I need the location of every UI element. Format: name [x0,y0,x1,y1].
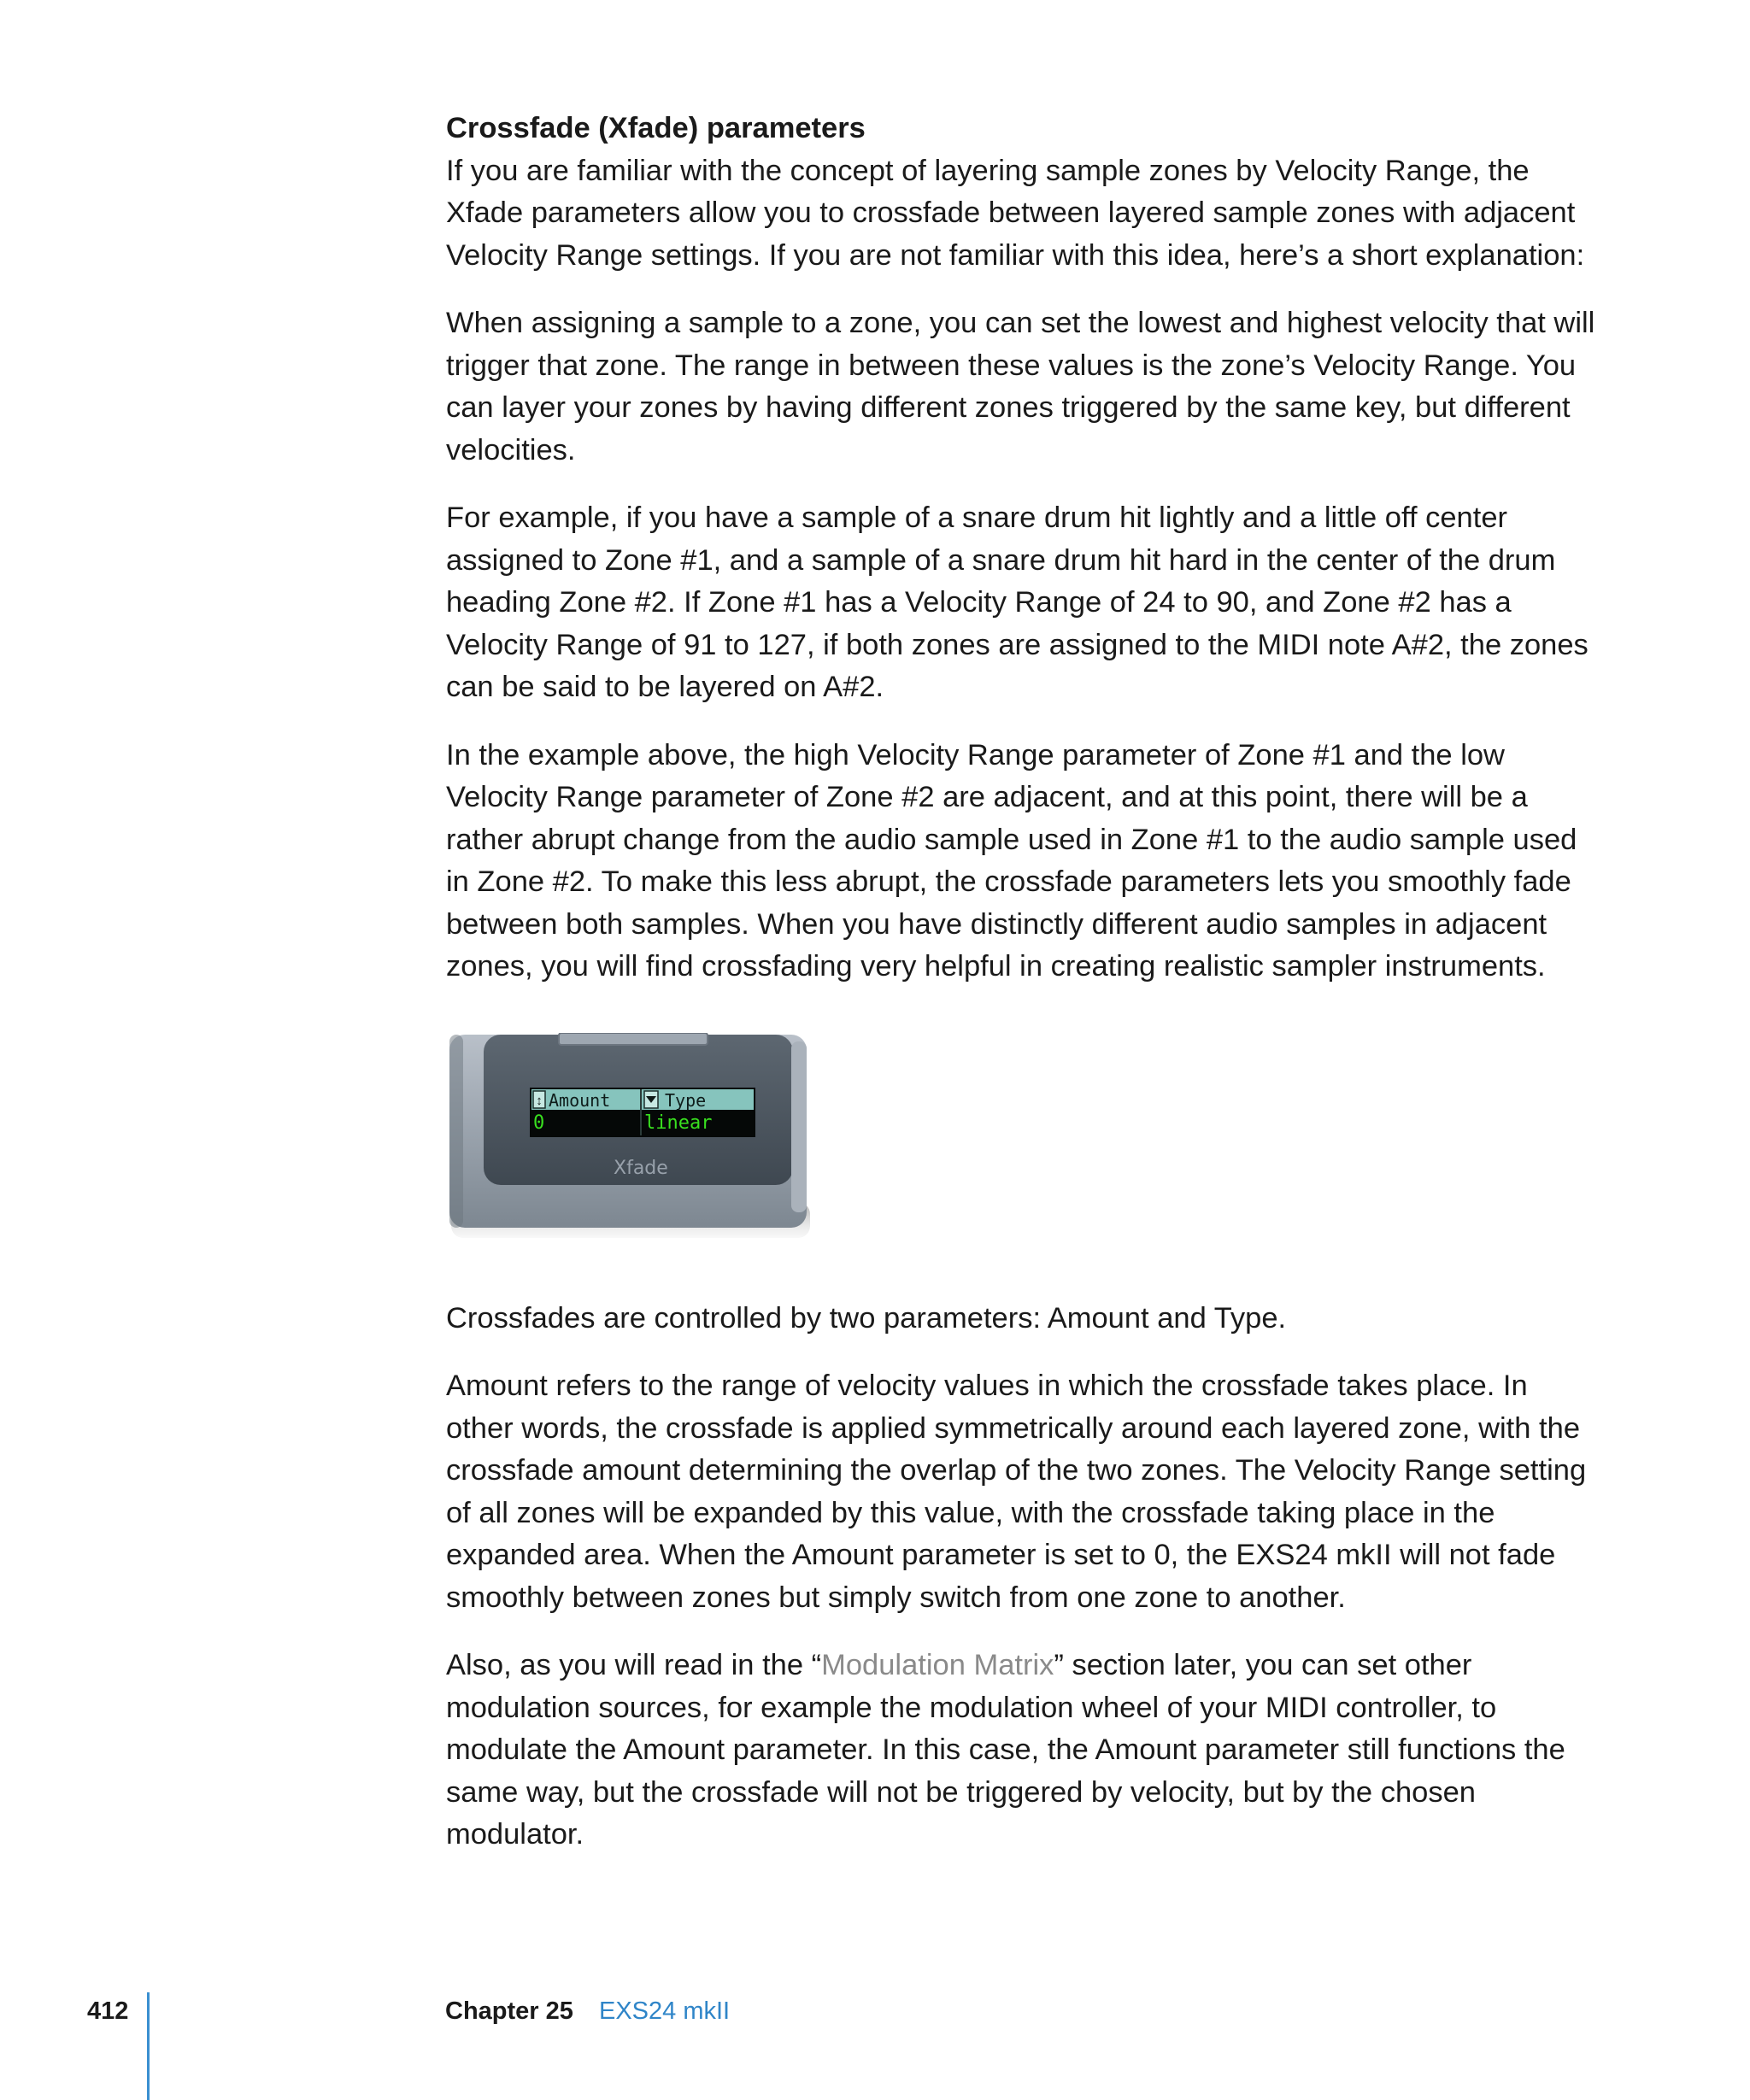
xfade-panel-label: Xfade [614,1157,668,1179]
xfade-amount-header[interactable]: Amount [549,1089,611,1111]
xfade-amount-value[interactable]: 0 [533,1112,545,1134]
xfade-type-value[interactable]: linear [644,1112,713,1134]
page-content [446,108,1600,1882]
updown-arrows-icon: ↕ [536,1093,543,1108]
paragraph-velocity-range: When assigning a sample to a zone, you can set the lowest and highest velocity that will trigger that zone. The range in between these values is the zone’s Velocity Range. You can layer your zones by having different zones triggered by the same key, but different velocities. [446,307,1595,466]
footer-chapter-title[interactable]: EXS24 mkII [599,1997,731,2025]
paragraph-controls: Crossfades are controlled by two parameters: Amount and Type. [446,1301,1287,1334]
paragraph-modulation-start: Also, as you will read in the “ [446,1649,822,1681]
modulation-matrix-link[interactable]: Modulation Matrix [821,1649,1054,1681]
xfade-type-header[interactable]: Type [665,1089,707,1111]
paragraph-example: For example, if you have a sample of a snare drum hit lightly and a little off center assigned to Zone #1, and a sample of a snare drum hit hard in the center of the drum heading Zone #2. If Zone #1 has a Velocity Range of 24 to 90, and Zone #2 has a Velocity Range of 91 to 127, if both zones are assigned to the MIDI note A#2, the zones can be said to be layered on A#2. [446,502,1589,703]
footer-chapter: Chapter 25 [445,1997,573,2025]
page-number: 412 [87,1997,129,2025]
paragraph-crossfade-purpose: In the example above, the high Velocity Range parameter of Zone #1 and the low Velocity Range parameter of Zone #2 are adjacent, and at this point, there will be a rather abrupt change from the audio sample used in Zone #1 to the audio sample used in Zone #2. To make this less abrupt, the crossfade parameters lets you smoothly fade between both samples. When you have distinctly different audio samples in adjacent zones, you will find crossfading very helpful in creating realistic sampler instruments. [446,738,1577,983]
paragraph-modulation-end: ” section later, you can set other modulation sources, for example the modulation wheel of your MIDI controller, to modulate the Amount parameter. In this case, the Amount parameter still functions the same way, but the crossfade will not be triggered by velocity, but by the chosen modulator. [446,1649,1565,1851]
paragraph-amount: Amount refers to the range of velocity values in which the crossfade takes place. In other words, the crossfade is applied symmetrically around each layered zone, with the crossfade amount determining the overlap of the two zones. The Velocity Range setting of all zones will be expanded by this value, with the crossfade taking place in the expanded area. When the Amount parameter is set to 0, the EXS24 mkII will not fade smoothly between zones but simply switch from one zone to another. [446,1370,1587,1614]
paragraph-modulation [446,1645,1600,1857]
paragraph-intro: If you are familiar with the concept of layering sample zones by Velocity Range, the Xfade parameters allow you to crossfade between layered sample zones with adjacent Velocity Range settings. If you are not familiar with this idea, here’s a short explanation: [446,154,1585,272]
footer-divider [147,1992,150,2100]
xfade-panel-screenshot [446,1033,813,1247]
section-heading: Crossfade (Xfade) parameters [446,112,866,144]
